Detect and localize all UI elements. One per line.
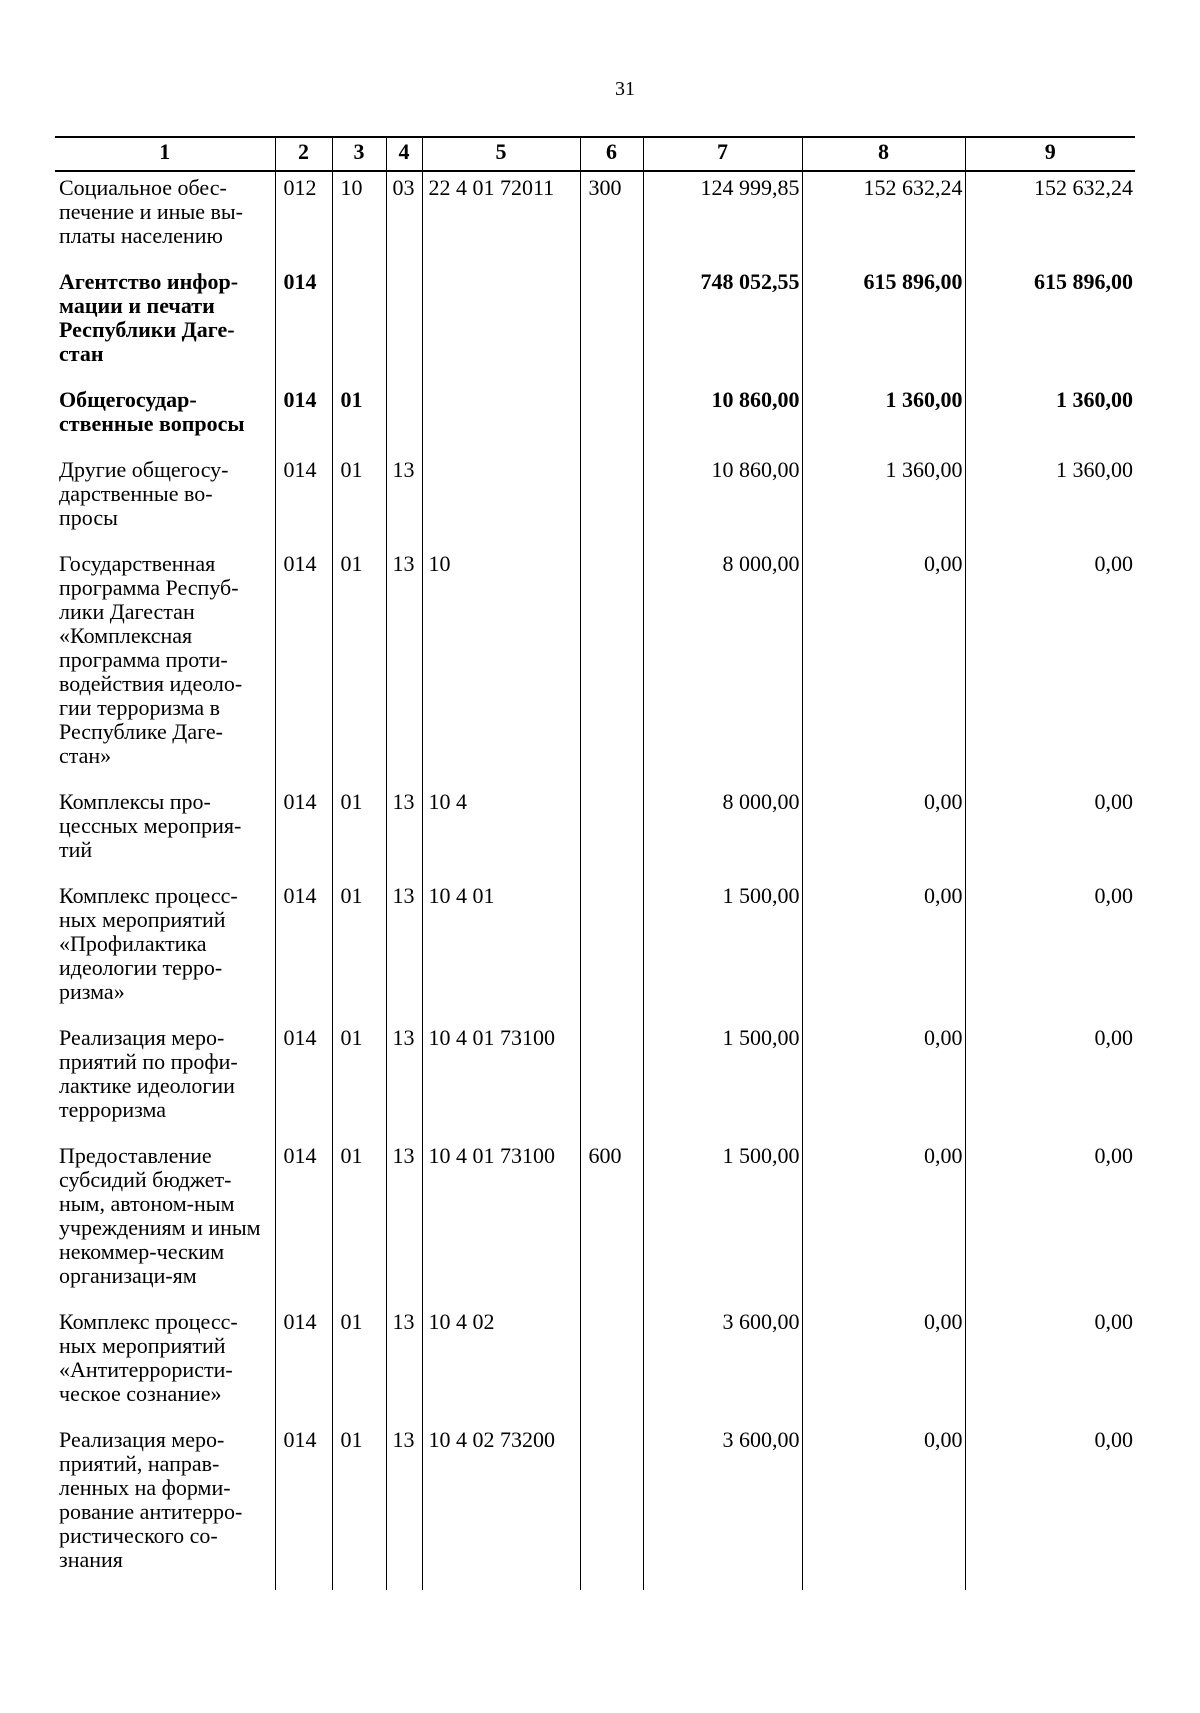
code-2-cell: 014: [275, 1424, 332, 1590]
amount-8-cell: 0,00: [802, 548, 965, 786]
column-header: 5: [422, 137, 580, 171]
code-6-cell: [580, 548, 643, 786]
amount-9-cell: 152 632,24: [965, 171, 1135, 266]
code-5-cell: [422, 384, 580, 454]
amount-7-cell: 124 999,85: [643, 171, 802, 266]
amount-7-cell: 10 860,00: [643, 454, 802, 548]
amount-7-cell: 1 500,00: [643, 880, 802, 1022]
code-4-cell: 13: [386, 1022, 422, 1140]
table-row: [55, 171, 1135, 266]
table-row: [55, 1306, 1135, 1424]
table-row: [55, 1424, 1135, 1590]
code-5-cell: 10 4 02 73200: [422, 1424, 580, 1590]
row-name-cell: Реализация меро-приятий, направ-ленных на форми-рование антитерро-ристического со-знания: [55, 1424, 275, 1590]
amount-8-cell: 0,00: [802, 1306, 965, 1424]
code-2-cell: 014: [275, 786, 332, 880]
table-row: [55, 454, 1135, 548]
amount-8-cell: 0,00: [802, 1022, 965, 1140]
code-2-cell: 014: [275, 1306, 332, 1424]
row-name-cell: Общегосудар-ственные вопросы: [55, 384, 275, 454]
amount-9-cell: 0,00: [965, 1140, 1135, 1306]
column-header: 9: [965, 137, 1135, 171]
code-3-cell: 01: [332, 1022, 386, 1140]
page-number: 31: [615, 78, 635, 100]
code-3-cell: 01: [332, 384, 386, 454]
code-6-cell: [580, 266, 643, 384]
code-4-cell: [386, 266, 422, 384]
row-name-cell: Комплекс процесс-ных мероприятий «Профилактика идеологии терро-ризма»: [55, 880, 275, 1022]
amount-9-cell: 1 360,00: [965, 454, 1135, 548]
column-header: 3: [332, 137, 386, 171]
code-6-cell: [580, 1306, 643, 1424]
code-2-cell: 014: [275, 1022, 332, 1140]
code-2-cell: 014: [275, 548, 332, 786]
table-row: [55, 266, 1135, 384]
row-name-cell: Агентство инфор-мации и печати Республики Даге-стан: [55, 266, 275, 384]
code-3-cell: 01: [332, 454, 386, 548]
budget-table: [55, 136, 1135, 1590]
code-2-cell: 012: [275, 171, 332, 266]
code-4-cell: 13: [386, 786, 422, 880]
table-row: [55, 786, 1135, 880]
code-5-cell: 22 4 01 72011: [422, 171, 580, 266]
table-row: [55, 1022, 1135, 1140]
code-4-cell: 13: [386, 454, 422, 548]
row-name-cell: Другие общегосу-дарственные во-просы: [55, 454, 275, 548]
amount-9-cell: 0,00: [965, 548, 1135, 786]
code-5-cell: 10 4 01 73100: [422, 1022, 580, 1140]
amount-9-cell: 0,00: [965, 1306, 1135, 1424]
amount-9-cell: 0,00: [965, 1424, 1135, 1590]
code-6-cell: [580, 880, 643, 1022]
row-name-cell: Комплекс процесс-ных мероприятий «Антитеррористи-ческое сознание»: [55, 1306, 275, 1424]
code-2-cell: 014: [275, 266, 332, 384]
code-4-cell: 13: [386, 1306, 422, 1424]
amount-7-cell: 3 600,00: [643, 1306, 802, 1424]
code-3-cell: 01: [332, 548, 386, 786]
table-row: [55, 548, 1135, 786]
table-row: [55, 880, 1135, 1022]
code-4-cell: [386, 384, 422, 454]
amount-9-cell: 0,00: [965, 1022, 1135, 1140]
amount-8-cell: 0,00: [802, 880, 965, 1022]
code-5-cell: 10 4: [422, 786, 580, 880]
amount-7-cell: 1 500,00: [643, 1140, 802, 1306]
row-name-cell: Реализация меро-приятий по профи-лактике идеологии терроризма: [55, 1022, 275, 1140]
code-3-cell: 01: [332, 1424, 386, 1590]
column-header: 1: [55, 137, 275, 171]
code-4-cell: 13: [386, 880, 422, 1022]
amount-7-cell: 748 052,55: [643, 266, 802, 384]
amount-8-cell: 1 360,00: [802, 454, 965, 548]
amount-8-cell: 0,00: [802, 1424, 965, 1590]
amount-9-cell: 615 896,00: [965, 266, 1135, 384]
row-name-cell: Социальное обес-печение и иные вы-платы населению: [55, 171, 275, 266]
code-5-cell: 10 4 02: [422, 1306, 580, 1424]
code-3-cell: 01: [332, 1140, 386, 1306]
amount-9-cell: 0,00: [965, 786, 1135, 880]
column-header: 8: [802, 137, 965, 171]
code-4-cell: 13: [386, 1140, 422, 1306]
code-4-cell: 03: [386, 171, 422, 266]
amount-7-cell: 8 000,00: [643, 548, 802, 786]
code-5-cell: 10 4 01: [422, 880, 580, 1022]
amount-7-cell: 10 860,00: [643, 384, 802, 454]
column-header: 6: [580, 137, 643, 171]
table-row: [55, 384, 1135, 454]
amount-7-cell: 8 000,00: [643, 786, 802, 880]
table-header-row: [55, 137, 1135, 171]
code-6-cell: [580, 786, 643, 880]
code-4-cell: 13: [386, 548, 422, 786]
code-6-cell: [580, 384, 643, 454]
code-2-cell: 014: [275, 880, 332, 1022]
row-name-cell: Государственная программа Респуб-лики Дагестан «Комплексная программа проти-водействия идеоло-гии терроризма в Республике Даге-стан»: [55, 548, 275, 786]
code-3-cell: 01: [332, 1306, 386, 1424]
code-5-cell: [422, 454, 580, 548]
column-header: 4: [386, 137, 422, 171]
column-header: 7: [643, 137, 802, 171]
code-3-cell: [332, 266, 386, 384]
code-5-cell: [422, 266, 580, 384]
code-5-cell: 10: [422, 548, 580, 786]
code-2-cell: 014: [275, 384, 332, 454]
row-name-cell: Комплексы про-цессных мероприя-тий: [55, 786, 275, 880]
column-header: 2: [275, 137, 332, 171]
code-5-cell: 10 4 01 73100: [422, 1140, 580, 1306]
code-3-cell: 01: [332, 786, 386, 880]
code-6-cell: [580, 1022, 643, 1140]
amount-8-cell: 615 896,00: [802, 266, 965, 384]
amount-9-cell: 1 360,00: [965, 384, 1135, 454]
code-3-cell: 01: [332, 880, 386, 1022]
amount-8-cell: 1 360,00: [802, 384, 965, 454]
code-6-cell: 600: [580, 1140, 643, 1306]
amount-8-cell: 152 632,24: [802, 171, 965, 266]
code-6-cell: [580, 454, 643, 548]
code-6-cell: [580, 1424, 643, 1590]
code-3-cell: 10: [332, 171, 386, 266]
amount-8-cell: 0,00: [802, 1140, 965, 1306]
amount-8-cell: 0,00: [802, 786, 965, 880]
code-2-cell: 014: [275, 1140, 332, 1306]
amount-7-cell: 3 600,00: [643, 1424, 802, 1590]
code-4-cell: 13: [386, 1424, 422, 1590]
amount-7-cell: 1 500,00: [643, 1022, 802, 1140]
code-2-cell: 014: [275, 454, 332, 548]
table-row: [55, 1140, 1135, 1306]
row-name-cell: Предоставление субсидий бюджет-ным, автоном-ным учреждениям и иным некоммер-ческим организаци-ям: [55, 1140, 275, 1306]
amount-9-cell: 0,00: [965, 880, 1135, 1022]
code-6-cell: 300: [580, 171, 643, 266]
